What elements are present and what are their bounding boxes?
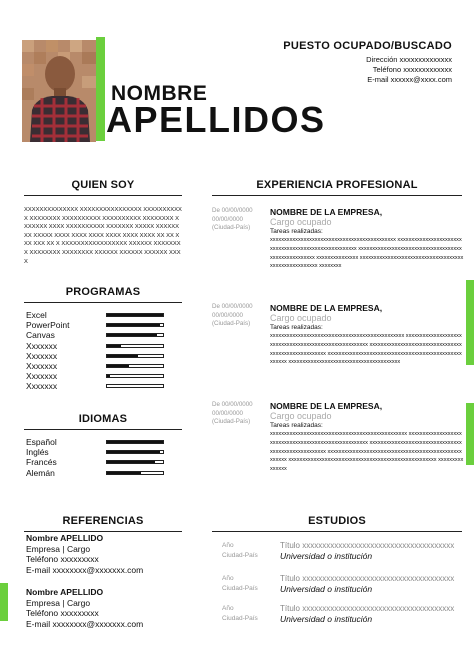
experience-date-from: De 00/00/0000	[212, 303, 253, 310]
reference-item	[26, 533, 143, 575]
program-level-bar	[106, 354, 164, 358]
reference-name: Nombre APELLIDO	[26, 533, 104, 543]
program-level-fill	[107, 334, 157, 336]
contact-phone: Teléfono xxxxxxxxxxxxx	[372, 65, 452, 74]
last-name: APELLIDOS	[106, 99, 326, 140]
language-row	[26, 437, 166, 447]
language-level-fill	[107, 472, 141, 474]
program-level-bar	[106, 313, 164, 317]
program-row	[26, 371, 166, 381]
contact-email: E-mail xxxxxx@xxxx.com	[367, 75, 452, 84]
experience-place: (Ciudad-País)	[212, 418, 251, 426]
experience-tasks-label: Tareas realizadas:	[270, 324, 323, 331]
experience-role: Cargo ocupado	[270, 313, 332, 323]
language-row	[26, 457, 166, 467]
experience-body	[270, 207, 464, 271]
experience-tasks-label: Tareas realizadas:	[270, 228, 323, 235]
program-level-fill	[107, 375, 110, 377]
program-label: PowerPoint	[26, 320, 70, 331]
program-row	[26, 351, 166, 361]
references-heading: REFERENCIAS	[24, 515, 182, 527]
profile-photo	[22, 40, 96, 142]
program-row	[26, 320, 166, 330]
program-level-bar	[106, 384, 164, 388]
reference-item	[26, 587, 143, 629]
study-place: Ciudad-País	[222, 552, 258, 559]
study-item	[222, 574, 462, 596]
experience-company: NOMBRE DE LA EMPRESA,	[270, 207, 383, 217]
job-title: PUESTO OCUPADO/BUSCADO	[283, 40, 452, 52]
program-level-fill	[107, 314, 163, 316]
study-institution: Universidad o institución	[280, 614, 373, 624]
experience-company: NOMBRE DE LA EMPRESA,	[270, 303, 383, 313]
contact-block	[366, 55, 452, 85]
experience-date-from: De 00/00/0000	[212, 401, 253, 408]
experience-item	[212, 207, 462, 293]
experience-place: (Ciudad-País)	[212, 224, 251, 232]
program-row	[26, 310, 166, 320]
experience-heading: EXPERIENCIA PROFESIONAL	[212, 179, 462, 191]
experience-date-to: 00/00/0000	[212, 409, 243, 417]
program-level-fill	[107, 345, 121, 347]
language-label: Francés	[26, 457, 57, 468]
study-year: Año	[222, 542, 234, 549]
experience-body	[270, 303, 464, 367]
experience-dates	[212, 303, 266, 329]
program-level-fill	[107, 324, 160, 326]
program-level-bar	[106, 344, 164, 348]
program-level-bar	[106, 323, 164, 327]
accent-bar	[466, 280, 474, 365]
experience-tasks: xxxxxxxxxxxxxxxxxxxxxxxxxxxxxxxxxxxxxxxxxxxxxxxx xxxxxxxxxxxxxxxxxxxxxxxxxxxxxxxxxxxxxxxxxxxxxxxxxxxxxxx xxxxxxxxxxxxxxxxxxxxxxxxxxxxxxxxxxxxxxxxxxxxxxxxxxxxx xxxxxxxxxxxxxxxxxxxxxxxxxxxxxxxxxxxxxxxxxxxxxxxxxxxxxx xxxxxxxxxxxxxxxxxxxxxxxxxxxxxxxxxxxxxxxx	[270, 333, 462, 366]
program-row	[26, 330, 166, 340]
languages-list	[26, 437, 166, 478]
program-row	[26, 361, 166, 371]
language-level-fill	[107, 451, 160, 453]
programs-list	[26, 310, 166, 392]
reference-name: Nombre APELLIDO	[26, 587, 104, 597]
study-place: Ciudad-País	[222, 615, 258, 622]
language-row	[26, 468, 166, 478]
experience-item	[212, 303, 462, 389]
experience-body	[270, 401, 464, 474]
language-level-bar	[106, 450, 164, 454]
program-label: Canvas	[26, 330, 55, 341]
study-institution: Universidad o institución	[280, 551, 373, 561]
program-level-bar	[106, 364, 164, 368]
study-item	[222, 541, 462, 563]
study-institution: Universidad o institución	[280, 584, 373, 594]
experience-dates	[212, 401, 266, 427]
experience-tasks-label: Tareas realizadas:	[270, 422, 323, 429]
program-label: Xxxxxxx	[26, 371, 58, 382]
accent-bar	[96, 37, 105, 141]
program-row	[26, 381, 166, 391]
study-item	[222, 604, 462, 626]
language-level-bar	[106, 460, 164, 464]
experience-item	[212, 401, 462, 501]
study-year: Año	[222, 605, 234, 612]
program-label: Xxxxxxx	[26, 340, 58, 351]
languages-heading: IDIOMAS	[24, 413, 182, 425]
reference-company: Empresa | Cargo	[26, 543, 91, 554]
study-title: Título xxxxxxxxxxxxxxxxxxxxxxxxxxxxxxxxxxxxxx	[280, 541, 455, 550]
study-meta	[222, 541, 276, 561]
language-label: Español	[26, 437, 57, 447]
language-row	[26, 447, 166, 457]
program-label: Xxxxxxx	[26, 381, 58, 392]
experience-date-from: De 00/00/0000	[212, 207, 253, 214]
experience-role: Cargo ocupado	[270, 217, 332, 227]
study-place: Ciudad-País	[222, 585, 258, 592]
study-meta	[222, 574, 276, 594]
contact-address: Dirección xxxxxxxxxxxxxx	[366, 55, 452, 64]
about-text: XXXXXXXXXXXXXX XXXXXXXXXXXXXXXX XXXXXXXXXXX XXXXXXXX XXXXXXXXXX XXXXXXXXXX XXXXXXXX XXXXXXX XXXX XXXXXXXXXX XXXXXXX XXXXX XXXXXXXX XXXXX XXXX XXXX XXXX XXXX XXXX XXXX XX XX XXX XXX XX X XXXXXXXXXXXXXXXXX XXXXXX XXXXXXXX XXXXXXXX XXXXXXXX XXXXXX XXXXXX XXXXXX XXXX	[24, 207, 182, 265]
experience-tasks: xxxxxxxxxxxxxxxxxxxxxxxxxxxxxxxxxxxxxxxxxxxxx xxxxxxxxxxxxxxxxxxxxxxxxxxxxxxxxxxxxxxxxxxxxxxxxxxxxxx xxxxxxxxxxxxxxxxxxxxxxxxxxxxxxxxxxxxxxxxxxxxxxxxxxxxx xxxxxxxxxxxxxxx xxxxxxxxxxxxxxxxxxxxxxxxxxxxxxxxxxxxxxxxxxxxxxxxxxxxxx xxxxxxxx	[270, 237, 464, 270]
profile-photo-image	[22, 40, 96, 142]
studies-heading: ESTUDIOS	[212, 515, 462, 527]
language-label: Inglés	[26, 447, 49, 458]
study-meta	[222, 604, 276, 624]
program-level-fill	[107, 365, 129, 367]
program-label: Xxxxxxx	[26, 350, 58, 361]
language-level-bar	[106, 440, 164, 444]
experience-role: Cargo ocupado	[270, 411, 332, 421]
program-level-fill	[107, 355, 138, 357]
experience-date-to: 00/00/0000	[212, 311, 243, 319]
about-heading: QUIEN SOY	[24, 179, 182, 191]
reference-company: Empresa | Cargo	[26, 597, 91, 608]
reference-phone: Teléfono xxxxxxxxx	[26, 554, 99, 565]
experience-date-to: 00/00/0000	[212, 215, 243, 223]
program-level-bar	[106, 374, 164, 378]
language-level-fill	[107, 441, 163, 443]
program-row	[26, 341, 166, 351]
experience-place: (Ciudad-País)	[212, 320, 251, 328]
experience-company: NOMBRE DE LA EMPRESA,	[270, 401, 383, 411]
first-name: NOMBRE	[111, 82, 208, 105]
program-level-bar	[106, 333, 164, 337]
language-level-fill	[107, 461, 155, 463]
language-label: Alemán	[26, 467, 55, 478]
study-title: Título xxxxxxxxxxxxxxxxxxxxxxxxxxxxxxxxxxxxxx	[280, 604, 455, 613]
programs-heading: PROGRAMAS	[24, 286, 182, 298]
program-label: Excel	[26, 310, 47, 320]
accent-bar	[0, 583, 8, 621]
accent-bar	[466, 403, 474, 465]
reference-phone: Teléfono xxxxxxxxx	[26, 608, 99, 619]
study-year: Año	[222, 575, 234, 582]
reference-email: E-mail xxxxxxxx@xxxxxxx.com	[26, 618, 144, 629]
reference-email: E-mail xxxxxxxx@xxxxxxx.com	[26, 564, 144, 575]
experience-dates	[212, 207, 266, 233]
program-label: Xxxxxxx	[26, 360, 58, 371]
experience-tasks: xxxxxxxxxxxxxxxxxxxxxxxxxxxxxxxxxxxxxxxxxxxxxxxxx xxxxxxxxxxxxxxxxxxxxxxxxxxxxxxxxxxxxxxxxxxxxxxxxxxxxxx xxxxxxxxxxxxxxxxxxxxxxxxxxxxxxxxxxxxxxxxxxxxxxxxxxxxx xxxxxxxxxxxxxxxxxxxxxxxxxxxxxxxxxxxxxxxxxxxxxxxxxxxxxx xxxxxxxxxxxxxxxxxxxxxxxxxxxxxxxxxxxxxxxxxxxxxxxxxxxxx xxxxxxxxxxxxxxx	[270, 431, 464, 473]
study-title: Título xxxxxxxxxxxxxxxxxxxxxxxxxxxxxxxxxxxxxx	[280, 574, 455, 583]
language-level-bar	[106, 471, 164, 475]
